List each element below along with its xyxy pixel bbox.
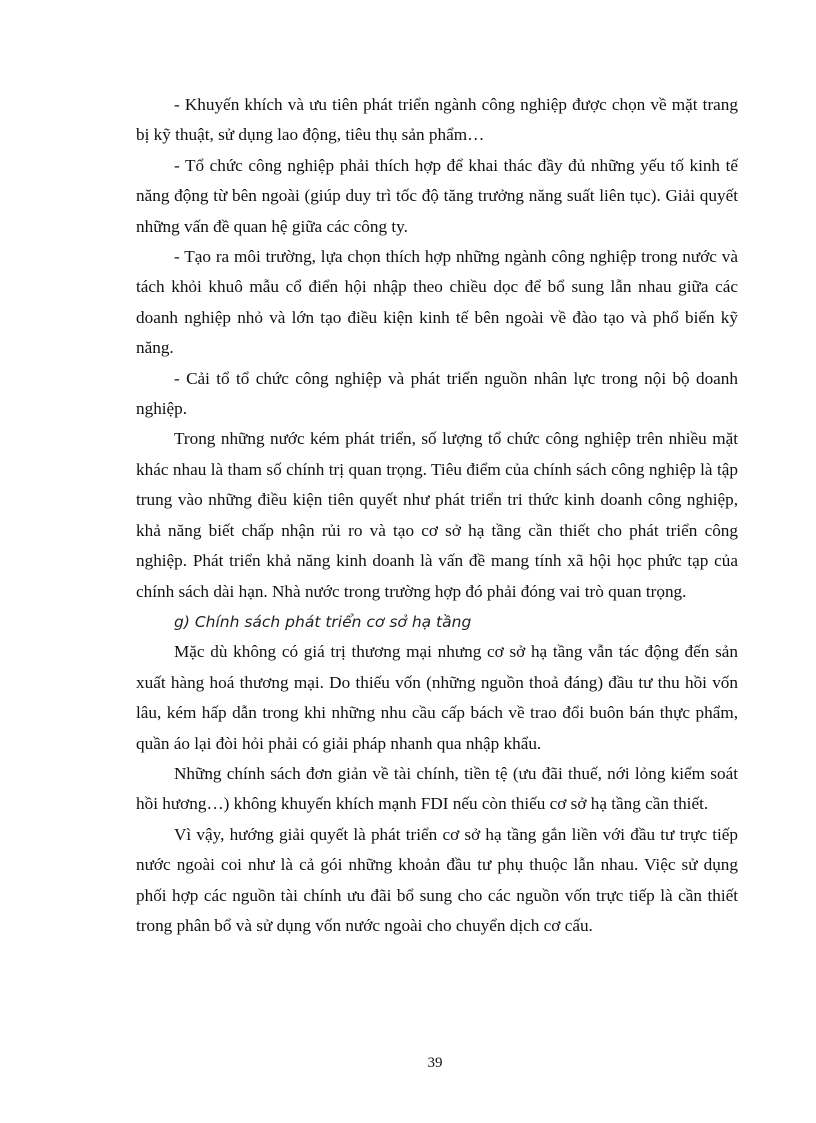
paragraph-bullet-4: - Cải tổ tổ chức công nghiệp và phát triển nguồn nhân lực trong nội bộ doanh nghiệp. [136,368,738,419]
body-text [136,90,738,941]
page-number: 39 [427,1055,443,1071]
paragraph-bullet-1: - Khuyến khích và ưu tiên phát triển ngành công nghiệp được chọn về mặt trang bị kỹ thuật, sử dụng lao động, tiêu thụ sản phẩm… [136,95,738,145]
section-heading: g) Chính sách phát triển cơ sở hạ tầng [174,612,472,631]
paragraph-bullet-3: - Tạo ra môi trường, lựa chọn thích hợp những ngành công nghiệp trong nước và tách khỏi khuô mẫu cổ điển hội nhập theo chiều dọc để bổ sung lẫn nhau giữa các doanh nghiệp nhỏ và lớn tạo điều kiện kinh tế bên ngoài về đào tạo và phổ biến kỹ năng. [136,247,738,358]
paragraph-body-2: Mặc dù không có giá trị thương mại nhưng cơ sở hạ tầng vẫn tác động đến sản xuất hàng hoá thương mại. Do thiếu vốn (những nguồn thoả đáng) đầu tư thu hồi vốn lâu, kém hấp dẫn trong khi những nhu cầu cấp bách về trao đổi buôn bán thực phẩm, quần áo lại đòi hỏi phải có giải pháp nhanh qua nhập khẩu. [136,642,738,753]
paragraph-body-1: Trong những nước kém phát triển, số lượng tổ chức công nghiệp trên nhiều mặt khác nhau là tham số chính trị quan trọng. Tiêu điểm của chính sách công nghiệp là tập trung vào những điều kiện tiên quyết như phát triển tri thức kinh doanh công nghiệp, khả năng biết chấp nhận rủi ro và tạo cơ sở hạ tầng cần thiết cho phát triển công nghiệp. Phát triển khả năng kinh doanh là vấn đề mang tính xã hội học phức tạp của chính sách dài hạn. Nhà nước trong trường hợp đó phải đóng vai trò quan trọng. [136,429,738,601]
paragraph-body-4: Vì vậy, hướng giải quyết là phát triển cơ sở hạ tầng gắn liền với đầu tư trực tiếp nước ngoài coi như là cả gói những khoản đầu tư phụ thuộc lẫn nhau. Việc sử dụng phối hợp các nguồn tài chính ưu đãi bổ sung cho các nguồn vốn trực tiếp là cần thiết trong phân bổ và sử dụng vốn nước ngoài cho chuyển dịch cơ cấu. [136,824,738,935]
paragraph-bullet-2: - Tổ chức công nghiệp phải thích hợp để khai thác đầy đủ những yếu tố kinh tế năng động từ bên ngoài (giúp duy trì tốc độ tăng trưởng năng suất liên tục). Giải quyết những vấn đề quan hệ giữa các công ty. [136,155,738,236]
paragraph-body-3: Những chính sách đơn giản về tài chính, tiền tệ (ưu đãi thuế, nới lỏng kiểm soát hồi hương…) không khuyến khích mạnh FDI nếu còn thiếu cơ sở hạ tầng cần thiết. [136,763,738,814]
